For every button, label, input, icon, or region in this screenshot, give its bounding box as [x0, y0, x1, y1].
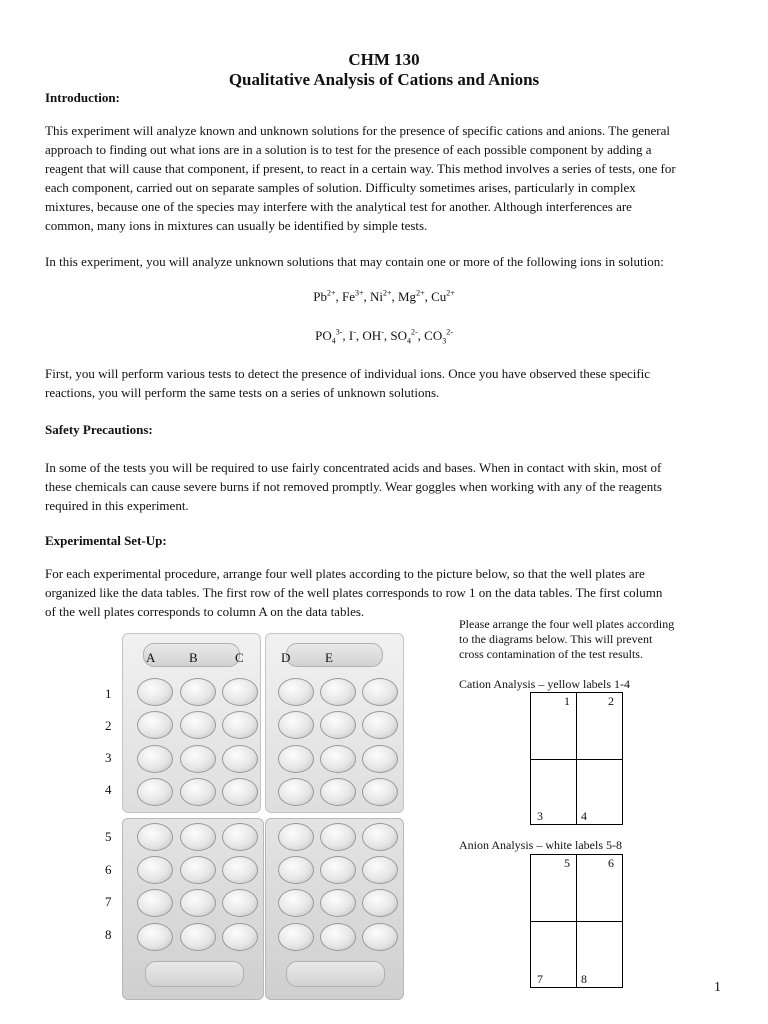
intro-line: mixtures, because one of the species may interfere with the analytical test for another. Although interferences are: [45, 199, 632, 214]
cation-diagram: [530, 692, 623, 825]
well-plate: [122, 818, 264, 1000]
column-label: C: [235, 650, 244, 665]
setup-line: of the well plates corresponds to column A on the data tables.: [45, 604, 365, 619]
tests-line: reactions, you will perform the same tests on a series of unknown solutions.: [45, 385, 440, 400]
page-number: 1: [714, 980, 721, 995]
row-label: 6: [105, 862, 112, 877]
tests-paragraph: [45, 364, 725, 402]
intro-paragraph: [45, 121, 725, 235]
arrangement-note: [459, 617, 674, 662]
note-line: Please arrange the four well plates according: [459, 617, 675, 631]
cation: $Ni^{2+}$,: [369, 288, 398, 304]
page-title: Qualitative Analysis of Cations and Anions: [228, 70, 540, 89]
anion-analysis-label: Anion Analysis – white labels 5-8: [459, 838, 622, 852]
safety-heading: Safety Precautions:: [45, 422, 153, 437]
cation-cell-number: 2: [608, 694, 614, 708]
anion-cell-number: 8: [581, 972, 587, 986]
anion-list: [0, 328, 768, 344]
row-label: 2: [105, 718, 112, 733]
row-label: 1: [105, 686, 112, 701]
anion: OH-,: [362, 327, 391, 343]
row-label: 5: [105, 829, 112, 844]
course-code: CHM 130: [348, 50, 420, 69]
row-label: 3: [105, 750, 112, 765]
note-line: cross contamination of the test results.: [459, 647, 643, 661]
cation-list: [0, 289, 768, 305]
row-label: 7: [105, 894, 112, 909]
column-label: A: [146, 650, 156, 665]
anion-diagram: [530, 854, 623, 988]
safety-line: required in this experiment.: [45, 498, 189, 513]
intro-line: common, many ions in mixtures can usually be identified by simple tests.: [45, 218, 428, 233]
cation-cell-number: 4: [581, 809, 587, 823]
note-line: to the diagrams below. This will prevent: [459, 632, 653, 646]
setup-heading: Experimental Set-Up:: [45, 533, 167, 548]
column-label: D: [281, 650, 291, 665]
cation-cell-number: 3: [537, 809, 543, 823]
cation: $Pb^{2+}$,: [313, 288, 342, 304]
anion: $CO_3^{2-}$: [424, 327, 453, 346]
cation: $Fe^{3+}$,: [341, 288, 370, 304]
setup-line: For each experimental procedure, arrange four well plates according to the picture below, so that the well plates are: [45, 566, 645, 581]
cation: $Cu^{2+}$: [431, 288, 455, 304]
well-plate: [265, 818, 404, 1000]
cation: $Mg^{2+}$,: [398, 288, 432, 304]
safety-paragraph: [45, 458, 725, 515]
label-strip: [286, 961, 385, 987]
row-label: 4: [105, 782, 112, 797]
anion-cell-number: 5: [564, 856, 570, 870]
column-label: E: [325, 650, 333, 665]
anion: $PO_4^{3-}$,: [315, 327, 349, 346]
anion: $SO_4^{2-}$,: [390, 327, 425, 346]
intro-line: This experiment will analyze known and unknown solutions for the presence of specific cations and anions. The general: [45, 123, 671, 138]
label-strip: [286, 643, 383, 667]
anion-cell-number: 7: [537, 972, 543, 986]
anion: I-,: [348, 327, 363, 343]
safety-line: these chemicals can cause severe burns if not removed promptly. Wear goggles when working with any of the reagents: [45, 479, 662, 494]
safety-line: In some of the tests you will be required to use fairly concentrated acids and bases. When in contact with skin, most of: [45, 460, 662, 475]
tests-line: First, you will perform various tests to detect the presence of individual ions. Once you have observed these specific: [45, 366, 651, 381]
cation-analysis-label: Cation Analysis – yellow labels 1-4: [459, 677, 630, 691]
label-strip: [145, 961, 244, 987]
intro-line: reagent that will cause that component, if present, to react in a certain way. This method involves a series of tests, one for: [45, 161, 676, 176]
intro-line: approach to finding out what ions are in a solution is to test for the presence of each possible component by adding a: [45, 142, 652, 157]
setup-paragraph: [45, 564, 725, 621]
anion-cell-number: 6: [608, 856, 614, 870]
setup-line: organized like the data tables. The first row of the well plates corresponds to row 1 on the data tables. The first column: [45, 585, 663, 600]
row-label: 8: [105, 927, 112, 942]
ions-intro-paragraph: In this experiment, you will analyze unknown solutions that may contain one or more of the following ions in solution:: [45, 254, 664, 269]
cation-cell-number: 1: [564, 694, 570, 708]
intro-heading: Introduction:: [45, 90, 120, 105]
intro-line: each component, carried out on separate samples of solution. Difficulty sometimes arises, particularly in complex: [45, 180, 636, 195]
column-label: B: [189, 650, 198, 665]
